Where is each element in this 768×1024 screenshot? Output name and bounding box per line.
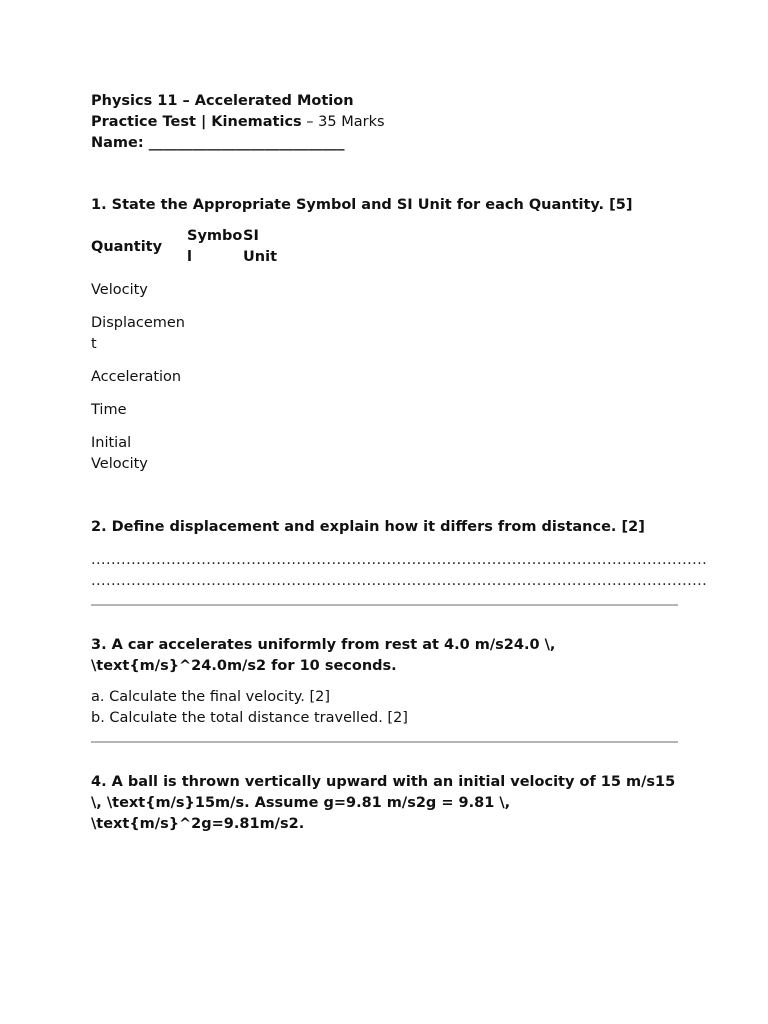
row-unit-blank[interactable]	[243, 367, 291, 400]
name-label: Name:	[91, 135, 144, 151]
subtitle-marks: – 35 Marks	[301, 114, 385, 130]
row-unit-blank[interactable]	[243, 313, 291, 367]
row-quantity: Initial Velocity	[91, 435, 148, 472]
subtitle-test-name: Practice Test | Kinematics	[91, 114, 302, 130]
table-row	[91, 400, 291, 433]
name-blank: ___________________________	[148, 135, 345, 151]
table-row	[91, 433, 291, 487]
column-header-symbol: Symbol	[187, 228, 243, 265]
row-unit-blank[interactable]	[243, 400, 291, 433]
worksheet-page	[91, 91, 708, 835]
answer-line-1[interactable]: ...........................................................................................................................	[91, 552, 708, 568]
name-line	[91, 133, 679, 154]
row-symbol-blank[interactable]	[187, 400, 243, 433]
row-quantity: Velocity	[91, 282, 148, 298]
question-4-title: 4. A ball is thrown vertically upward with an initial velocity of 15 m/s15 \, \text{m/s}15m/s. Assume g=9.81 m/s2g = 9.81 \, \text{m/s}^2g=9.81m/s2.	[91, 774, 676, 832]
quantity-table	[91, 226, 291, 487]
row-quantity: Acceleration	[91, 369, 182, 385]
row-unit-blank[interactable]	[243, 433, 291, 487]
row-symbol-blank[interactable]	[187, 280, 243, 313]
question-3-parts	[91, 687, 679, 729]
divider	[91, 741, 678, 743]
worksheet-subtitle	[91, 112, 679, 133]
table-row	[91, 313, 291, 367]
row-quantity: Time	[91, 402, 127, 418]
question-1	[91, 195, 679, 487]
question-4	[91, 772, 679, 835]
row-symbol-blank[interactable]	[187, 433, 243, 487]
question-2	[91, 517, 708, 606]
column-header-quantity: Quantity	[91, 238, 163, 255]
row-symbol-blank[interactable]	[187, 313, 243, 367]
answer-line-2[interactable]: ...........................................................................................................................	[91, 573, 708, 589]
row-unit-blank[interactable]	[243, 280, 291, 313]
table-header-row	[91, 226, 291, 280]
question-3-part-a: a. Calculate the final velocity. [2]	[91, 689, 331, 705]
question-3	[91, 635, 679, 743]
question-2-title: 2. Define displacement and explain how it differs from distance. [2]	[91, 519, 645, 535]
column-header-si-unit: SI Unit	[243, 228, 277, 265]
worksheet-header	[91, 91, 679, 154]
row-symbol-blank[interactable]	[187, 367, 243, 400]
question-3-title: 3. A car accelerates uniformly from rest at 4.0 m/s24.0 \, \text{m/s}^24.0m/s2 for 10 seconds.	[91, 637, 556, 674]
question-1-title: 1. State the Appropriate Symbol and SI Unit for each Quantity. [5]	[91, 197, 633, 213]
row-quantity: Displacement	[91, 315, 185, 352]
question-3-part-b: b. Calculate the total distance travelled. [2]	[91, 710, 408, 726]
worksheet-title: Physics 11 – Accelerated Motion	[91, 93, 354, 109]
table-row	[91, 367, 291, 400]
divider	[91, 604, 678, 606]
table-row	[91, 280, 291, 313]
